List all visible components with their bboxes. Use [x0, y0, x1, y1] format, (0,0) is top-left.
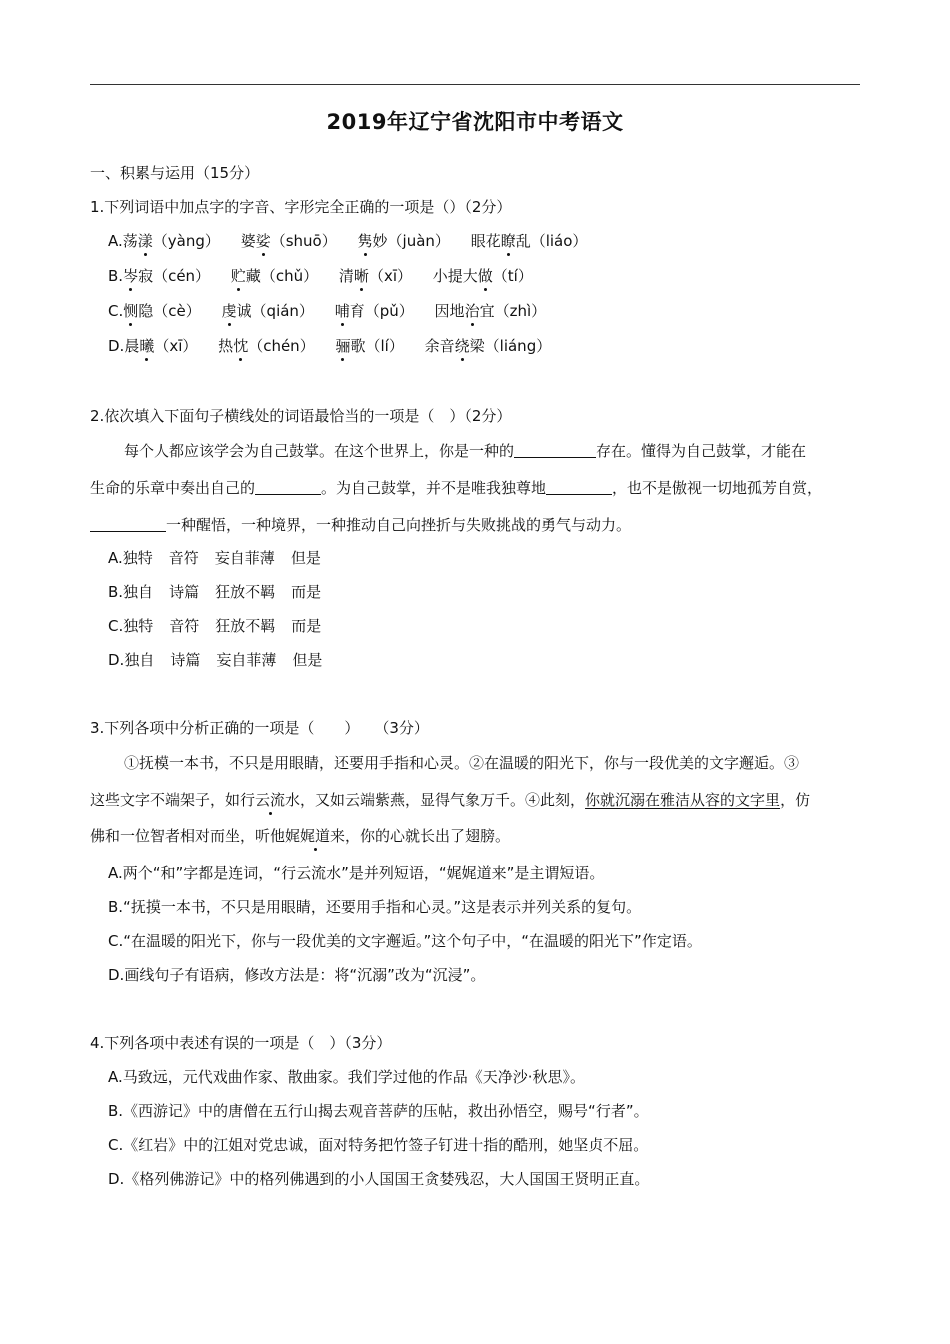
fill-blank-3 [546, 479, 612, 495]
fill-blank-1 [514, 442, 596, 458]
q3-option-b: B.“抚摸一本书，不只是用眼睛，还要用手指和心灵。”这是表示并列关系的复句。 [108, 898, 642, 916]
q1-option-c: C.恻隐（cè） 虔诚（qián） 哺育（pǔ） 因地治宜（zhì） [108, 302, 547, 320]
question-4-stem: 4.下列各项中表述有误的一项是（ ）（3分） [90, 1034, 392, 1052]
q3-option-d: D.画线句子有语病，修改方法是：将“沉溺”改为“沉浸”。 [108, 966, 486, 984]
q3-option-a: A.两个“和”字都是连词，“行云流水”是并列短语，“娓娓道来”是主谓短语。 [108, 864, 605, 882]
q4-option-c: C.《红岩》中的江姐对党忠诚，面对特务把竹签子钉进十指的酷刑，她坚贞不屈。 [108, 1136, 649, 1154]
page-title: 2019年辽宁省沈阳市中考语文 [326, 110, 624, 134]
q2-option-c: C.独特 音符 狂放不羁 而是 [108, 617, 322, 635]
header-rule [90, 84, 860, 85]
question-3-stem: 3.下列各项中分析正确的一项是（ ） （3分） [90, 719, 429, 737]
q2-passage-line-3: 一种醒悟，一种境界，一种推动自己向挫折与失败挑战的勇气与动力。 [90, 514, 631, 535]
q2-option-d: D.独自 诗篇 妄自菲薄 但是 [108, 651, 323, 669]
q2-option-a: A.独特 音符 妄自菲薄 但是 [108, 549, 321, 567]
underlined-sentence: 你就沉溺在雅洁从容的文字里 [585, 791, 781, 809]
section-heading: 一、积累与运用（15分） [90, 164, 260, 182]
q3-passage-line-2: 这些文字不端架子，如行云流水，又如云端紫燕，显得气象万千。④此刻，你就沉溺在雅洁从容的文字里，仿 [90, 791, 811, 809]
q3-passage-line-1: ①抚模一本书，不只是用眼睛，还要用手指和心灵。②在温暖的阳光下，你与一段优美的文字邂逅。③ [124, 754, 800, 772]
fill-blank-2 [255, 479, 321, 495]
q4-option-b: B.《西游记》中的唐僧在五行山揭去观音菩萨的压帖，救出孙悟空，赐号“行者”。 [108, 1102, 649, 1120]
q4-option-a: A.马致远，元代戏曲作家、散曲家。我们学过他的作品《天净沙·秋思》。 [108, 1068, 586, 1086]
question-1-stem: 1.下列词语中加点字的字音、字形完全正确的一项是（）（2分） [90, 198, 512, 216]
q3-passage-line-3: 佛和一位智者相对而坐，听他娓娓道来，你的心就长出了翅膀。 [90, 827, 511, 845]
question-2-stem: 2.依次填入下面句子横线处的词语最恰当的一项是（ ）（2分） [90, 407, 512, 425]
fill-blank-4 [90, 516, 166, 532]
q1-option-b: B.岑寂（cén） 贮藏（chǔ） 清晰（xī） 小提大做（tí） [108, 267, 533, 285]
q1-option-d: D.晨曦（xī） 热忱（chén） 骊歌（lí） 余音绕梁（liáng） [108, 337, 552, 355]
q3-option-c: C.“在温暖的阳光下，你与一段优美的文字邂逅。”这个句子中，“在温暖的阳光下”作定语。 [108, 932, 702, 950]
q2-passage-line-2: 生命的乐章中奏出自己的 。为自己鼓掌，并不是唯我独尊地 ，也不是傲视一切地孤芳自赏， [90, 479, 823, 497]
q1-option-a: A.荡漾（yàng） 婆娑（shuō） 隽妙（juàn） 眼花瞭乱（liáo） [108, 232, 588, 250]
q4-option-d: D.《格列佛游记》中的格列佛遇到的小人国国王贪婪残忍，大人国国王贤明正直。 [108, 1170, 650, 1188]
q2-passage-line-1: 每个人都应该学会为自己鼓掌。在这个世界上，你是一种的 存在。懂得为自己鼓掌，才能在 [124, 442, 807, 460]
q2-option-b: B.独自 诗篇 狂放不羁 而是 [108, 583, 322, 601]
